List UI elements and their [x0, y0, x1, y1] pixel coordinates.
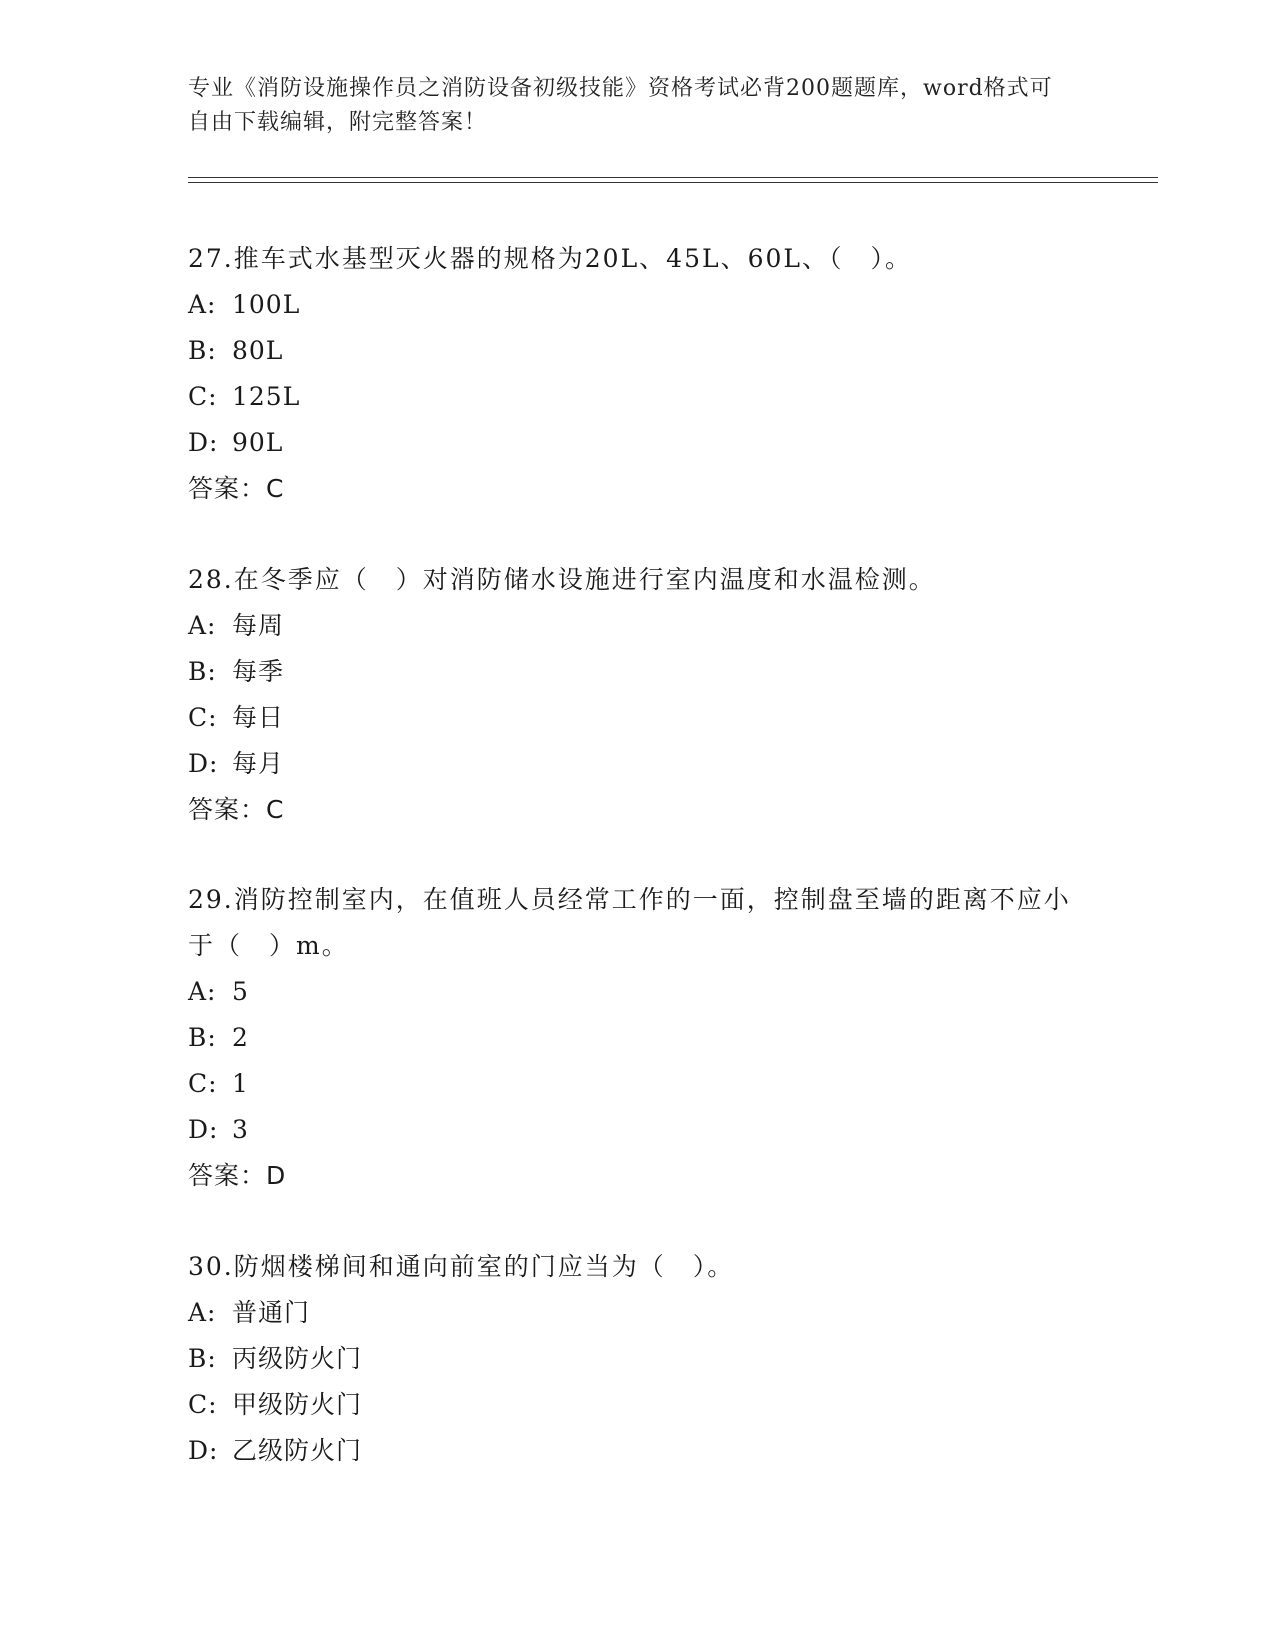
question-30 [188, 1244, 1088, 1474]
option-c [188, 1061, 1088, 1107]
question-stem: 28.在冬季应（ ）对消防储水设施进行室内温度和水温检测。 [188, 565, 936, 594]
option-text: 每月 [232, 749, 285, 778]
option-letter: A: [188, 1298, 217, 1327]
option-d [188, 1107, 1088, 1153]
option-text: 每日 [232, 703, 285, 732]
answer-line: 答案：C [188, 795, 285, 824]
option-text: 125L [232, 382, 301, 411]
option-letter: C: [188, 703, 218, 732]
question-stem: 30.防烟楼梯间和通向前室的门应当为（ ）。 [188, 1252, 735, 1281]
option-a [188, 969, 1088, 1015]
option-text: 每周 [232, 611, 285, 640]
option-letter: D: [188, 749, 219, 778]
option-letter: A: [188, 977, 217, 1006]
option-letter: B: [188, 336, 217, 365]
option-text: 2 [232, 1023, 249, 1052]
option-b [188, 328, 1088, 374]
option-letter: D: [188, 1115, 219, 1144]
question-29 [188, 877, 1088, 1199]
option-letter: B: [188, 1344, 217, 1373]
document-header: 专业《消防设施操作员之消防设备初级技能》资格考试必背200题题库，word格式可自由下载编辑，附完整答案！ [188, 76, 1053, 135]
option-letter: A: [188, 290, 217, 319]
option-letter: C: [188, 382, 218, 411]
option-text: 1 [232, 1069, 249, 1098]
question-27 [188, 236, 1088, 512]
option-letter: C: [188, 1069, 218, 1098]
option-a [188, 603, 1088, 649]
option-text: 甲级防火门 [232, 1390, 363, 1419]
question-stem: 27.推车式水基型灭火器的规格为20L、45L、60L、（ ）。 [188, 244, 912, 273]
header-divider-top [188, 177, 1158, 178]
option-c [188, 695, 1088, 741]
option-text: 5 [232, 977, 249, 1006]
option-b [188, 1336, 1088, 1382]
option-b [188, 1015, 1088, 1061]
option-letter: C: [188, 1390, 218, 1419]
option-letter: D: [188, 428, 219, 457]
option-a [188, 1290, 1088, 1336]
option-text: 每季 [232, 657, 285, 686]
option-text: 乙级防火门 [232, 1436, 363, 1465]
option-d [188, 741, 1088, 787]
option-b [188, 649, 1088, 695]
header-divider-bottom [188, 182, 1158, 183]
question-stem: 29.消防控制室内，在值班人员经常工作的一面，控制盘至墙的距离不应小于（ ）m。 [188, 885, 1071, 960]
option-text: 80L [232, 336, 284, 365]
option-c [188, 1382, 1088, 1428]
option-a [188, 282, 1088, 328]
option-letter: D: [188, 1436, 219, 1465]
option-text: 90L [232, 428, 284, 457]
option-c [188, 374, 1088, 420]
option-text: 普通门 [232, 1298, 311, 1327]
option-letter: B: [188, 657, 217, 686]
answer-line: 答案：C [188, 474, 285, 503]
option-d [188, 420, 1088, 466]
option-text: 100L [232, 290, 301, 319]
option-letter: A: [188, 611, 217, 640]
option-text: 3 [232, 1115, 249, 1144]
answer-line: 答案：D [188, 1161, 287, 1190]
question-28 [188, 557, 1088, 833]
option-d [188, 1428, 1088, 1474]
option-text: 丙级防火门 [232, 1344, 363, 1373]
option-letter: B: [188, 1023, 217, 1052]
